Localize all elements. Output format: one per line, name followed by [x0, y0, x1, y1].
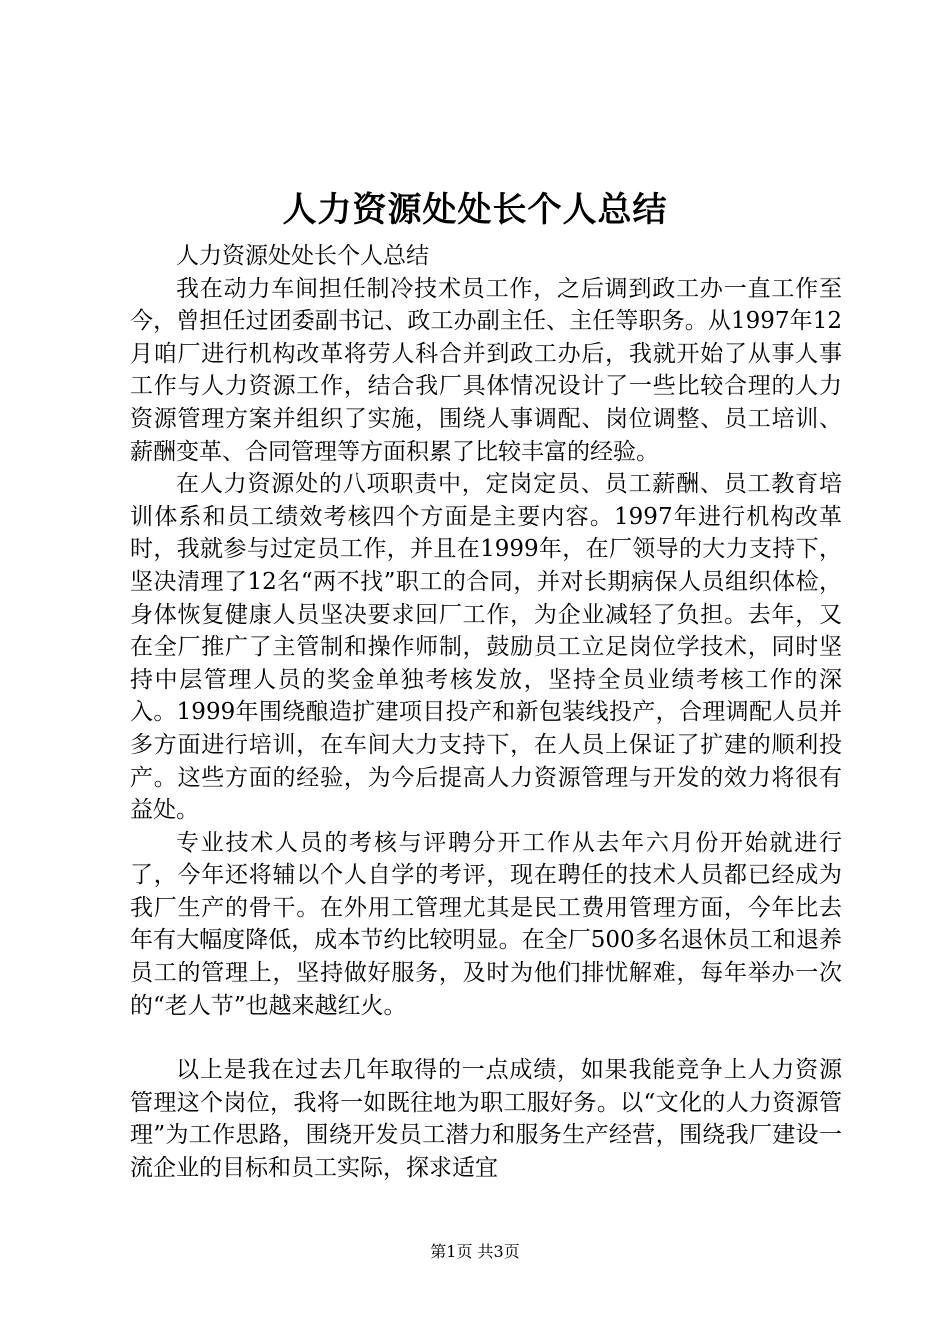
document-title: 人力资源处处长个人总结 — [282, 190, 668, 230]
page-footer: 第1页 共3页 — [430, 1242, 520, 1261]
paragraph-duties: 在人力资源处的八项职责中，定岗定员、员工薪酬、员工教育培训体系和员工绩效考核四个方面是主要内容。1997年进行机构改革时，我就参与过定员工作，并且在1999年，在厂领导的大力支持下，坚决清理了12名“两不找”职工的合同，并对长期病保人员组织体检，身体恢复健康人员坚决要求回厂工作，为企业减轻了负担。去年，又在全厂推广了主管制和操作师制，鼓励员工立足岗位学技术，同时坚持中层管理人员的奖金单独考核发放，坚持全员业绩考核工作的深入。1999年围绕酿造扩建项目投产和新包装线投产，合理调配人员并多方面进行培训，在车间大力支持下，在人员上保证了扩建的顺利投产。这些方面的经验，为今后提高人力资源管理与开发的效力将很有益处。 — [130, 471, 842, 824]
document-body — [130, 240, 842, 1185]
paragraph-technical-staff: 专业技术人员的考核与评聘分开工作从去年六月份开始就进行了，今年还将辅以个人自学的考评，现在聘任的技术人员都已经成为我厂生产的骨干。在外用工管理尤其是民工费用管理方面，今年比去年有大幅度降低，成本节约比较明显。在全厂500多名退休员工和退养员工的管理上，坚持做好服务，及时为他们排忧解难，每年举办一次的“老人节”也越来越红火。 — [130, 829, 842, 1019]
paragraph-subtitle: 人力资源处处长个人总结 — [176, 243, 429, 269]
paragraph-experience: 我在动力车间担任制冷技术员工作，之后调到政工办一直工作至今，曾担任过团委副书记、政工办副主任、主任等职务。从1997年12月咱厂进行机构改革将劳人科合并到政工办后，我就开始了从事人事工作与人力资源工作，结合我厂具体情况设计了一些比较合理的人力资源管理方案并组织了实施，围绕人事调配、岗位调整、员工培训、薪酬变革、合同管理等方面积累了比较丰富的经验。 — [130, 275, 842, 465]
paragraph-conclusion: 以上是我在过去几年取得的一点成绩，如果我能竞争上人力资源管理这个岗位，我将一如既往地为职工服好务。以“文化的人力资源管理”为工作思路，围绕开发员工潜力和服务生产经营，围绕我厂建设一流企业的目标和员工实际，探求适宜 — [130, 1057, 842, 1182]
